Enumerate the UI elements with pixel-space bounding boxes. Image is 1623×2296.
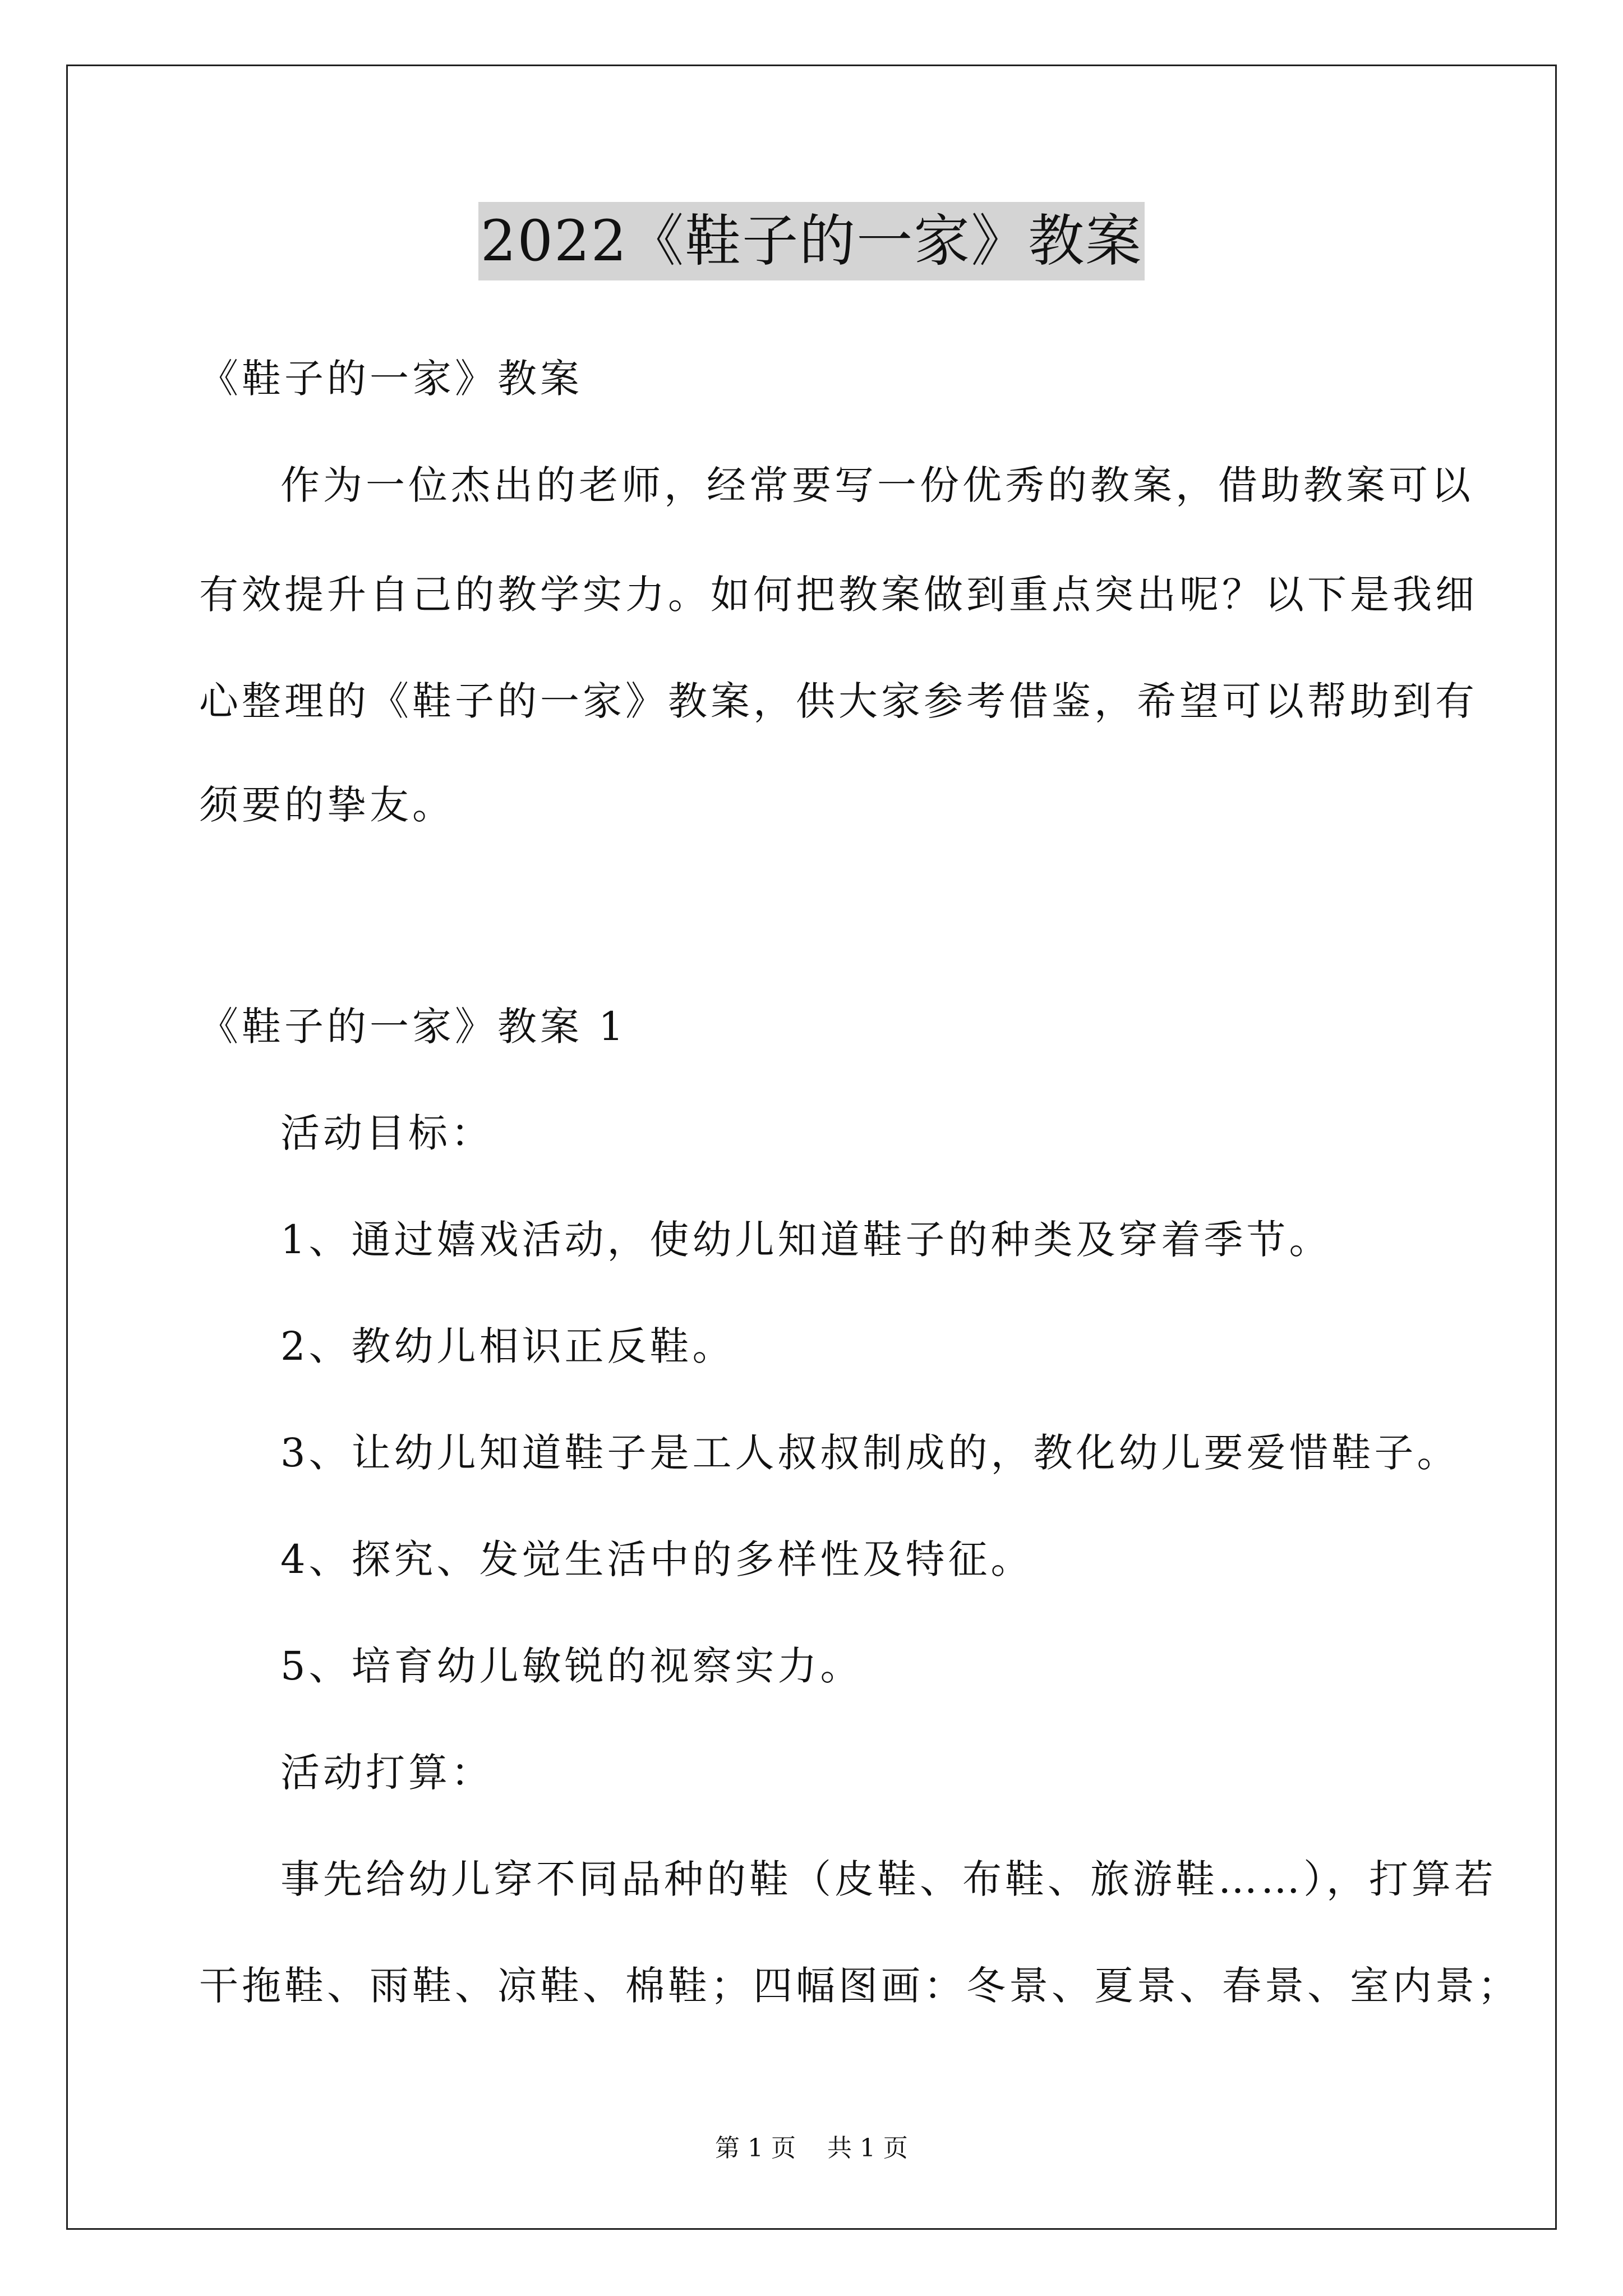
prep-line-2: 干拖鞋、雨鞋、凉鞋、棉鞋；四幅图画：冬景、夏景、春景、室内景； bbox=[199, 1963, 1520, 2009]
intro-line-4: 须要的挚友。 bbox=[199, 782, 455, 828]
document-title: 2022《鞋子的一家》教案 bbox=[478, 202, 1145, 280]
goal-item-1: 1、通过嬉戏活动，使幼儿知道鞋子的种类及穿着季节。 bbox=[280, 1217, 1332, 1263]
prep-line-1: 事先给幼儿穿不同品种的鞋（皮鞋、布鞋、旅游鞋……），打算若 bbox=[280, 1856, 1497, 1902]
goal-item-2: 2、教幼儿相识正反鞋。 bbox=[280, 1323, 735, 1369]
goal-item-5: 5、培育幼儿敏锐的视察实力。 bbox=[280, 1643, 863, 1689]
goal-item-4: 4、探究、发觉生活中的多样性及特征。 bbox=[280, 1536, 1034, 1582]
title-container bbox=[0, 202, 1623, 280]
intro-line-1: 作为一位杰出的老师，经常要写一份优秀的教案，借助教案可以 bbox=[280, 462, 1474, 508]
prep-heading: 活动打算： bbox=[280, 1750, 494, 1796]
document-subtitle: 《鞋子的一家》教案 bbox=[199, 356, 583, 402]
section-heading: 《鞋子的一家》教案 1 bbox=[199, 1004, 627, 1050]
goal-item-3: 3、让幼儿知道鞋子是工人叔叔制成的，教化幼儿要爱惜鞋子。 bbox=[280, 1430, 1460, 1476]
intro-line-2: 有效提升自己的教学实力。如何把教案做到重点突出呢？以下是我细 bbox=[199, 572, 1478, 618]
goals-heading: 活动目标： bbox=[280, 1110, 494, 1156]
intro-line-3: 心整理的《鞋子的一家》教案，供大家参考借鉴，希望可以帮助到有 bbox=[199, 678, 1478, 724]
page-footer: 第 1 页 共 1 页 bbox=[715, 2134, 908, 2162]
